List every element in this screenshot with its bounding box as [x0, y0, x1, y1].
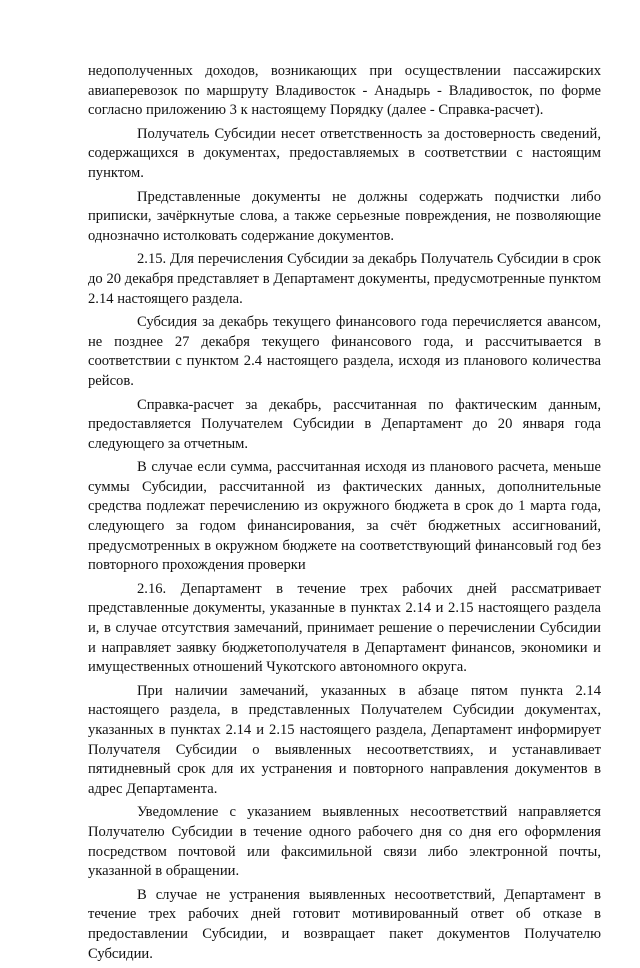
document-page [88, 62, 601, 968]
paragraph-continuation: недополученных доходов, возникающих при осуществлении пассажирских авиаперевозок по маршруту Владивосток - Анадырь - Владивосток, по форме согласно приложению 3 к настоящему Порядку (далее - Справка-расчет). [88, 63, 601, 119]
paragraph-clause-2-16: 2.16. Департамент в течение трех рабочих дней рассматривает представленные документы, указанные в пунктах 2.14 и 2.15 настоящего раздела и, в случае отсутствия замечаний, принимает решение о перечислении Субсидии и направляет заявку бюджетополучателя в Департамент финансов, экономики и имущественных отношений Чукотского автономного округа. [88, 580, 601, 676]
paragraph-responsibility: Получатель Субсидии несет ответственность за достоверность сведений, содержащихся в документах, предоставляемых в соответствии с настоящим пунктом. [88, 125, 601, 181]
paragraph-clause-2-15: 2.15. Для перечисления Субсидии за декабрь Получатель Субсидии в срок до 20 декабря представляет в Департамент документы, предусмотренные пунктом 2.14 настоящего раздела. [88, 251, 601, 307]
paragraph-document-requirements: Представленные документы не должны содержать подчистки либо приписки, зачёркнутые слова, а также серьезные повреждения, не позволяющие однозначно истолковать содержание документов. [88, 188, 601, 244]
paragraph-december-report: Справка-расчет за декабрь, рассчитанная по фактическим данным, предоставляется Получателем Субсидии в Департамент до 20 января года следующего за отчетным. [88, 396, 601, 452]
paragraph-december-advance: Субсидия за декабрь текущего финансового года перечисляется авансом, не позднее 27 декабря текущего финансового года, и рассчитывается в соответствии с пунктом 2.4 настоящего раздела, исходя из планового количества рейсов. [88, 314, 601, 389]
paragraph-remarks: При наличии замечаний, указанных в абзаце пятом пункта 2.14 настоящего раздела, в представленных Получателем Субсидии документах, указанных в пунктах 2.14 и 2.15 настоящего раздела, Департамент информирует Получателя Субсидии о выявленных несоответствиях, и устанавливает пятидневный срок для их устранения и повторного направления документов в адрес Департамента. [88, 682, 601, 797]
paragraph-notification: Уведомление с указанием выявленных несоответствий направляется Получателю Субсидии в течение одного рабочего дня со дня его оформления посредством почтовой или факсимильной связи либо электронной почты, указанной в обращении. [88, 804, 601, 880]
paragraph-refusal: В случае не устранения выявленных несоответствий, Департамент в течение трех рабочих дней готовит мотивированный ответ об отказе в предоставлении Субсидии, и возвращает пакет документов Получателю Субсидии. [88, 886, 601, 962]
paragraph-additional-funds: В случае если сумма, рассчитанная исходя из планового расчета, меньше суммы Субсидии, рассчитанной из фактических данных, дополнительные средства подлежат перечислению из окружного бюджета в срок до 1 марта года, следующего за годом финансирования, за счёт бюджетных ассигнований, предусмотренных в окружном бюджете на соответствующий финансовый год без повторного прохождения проверки [88, 459, 601, 574]
